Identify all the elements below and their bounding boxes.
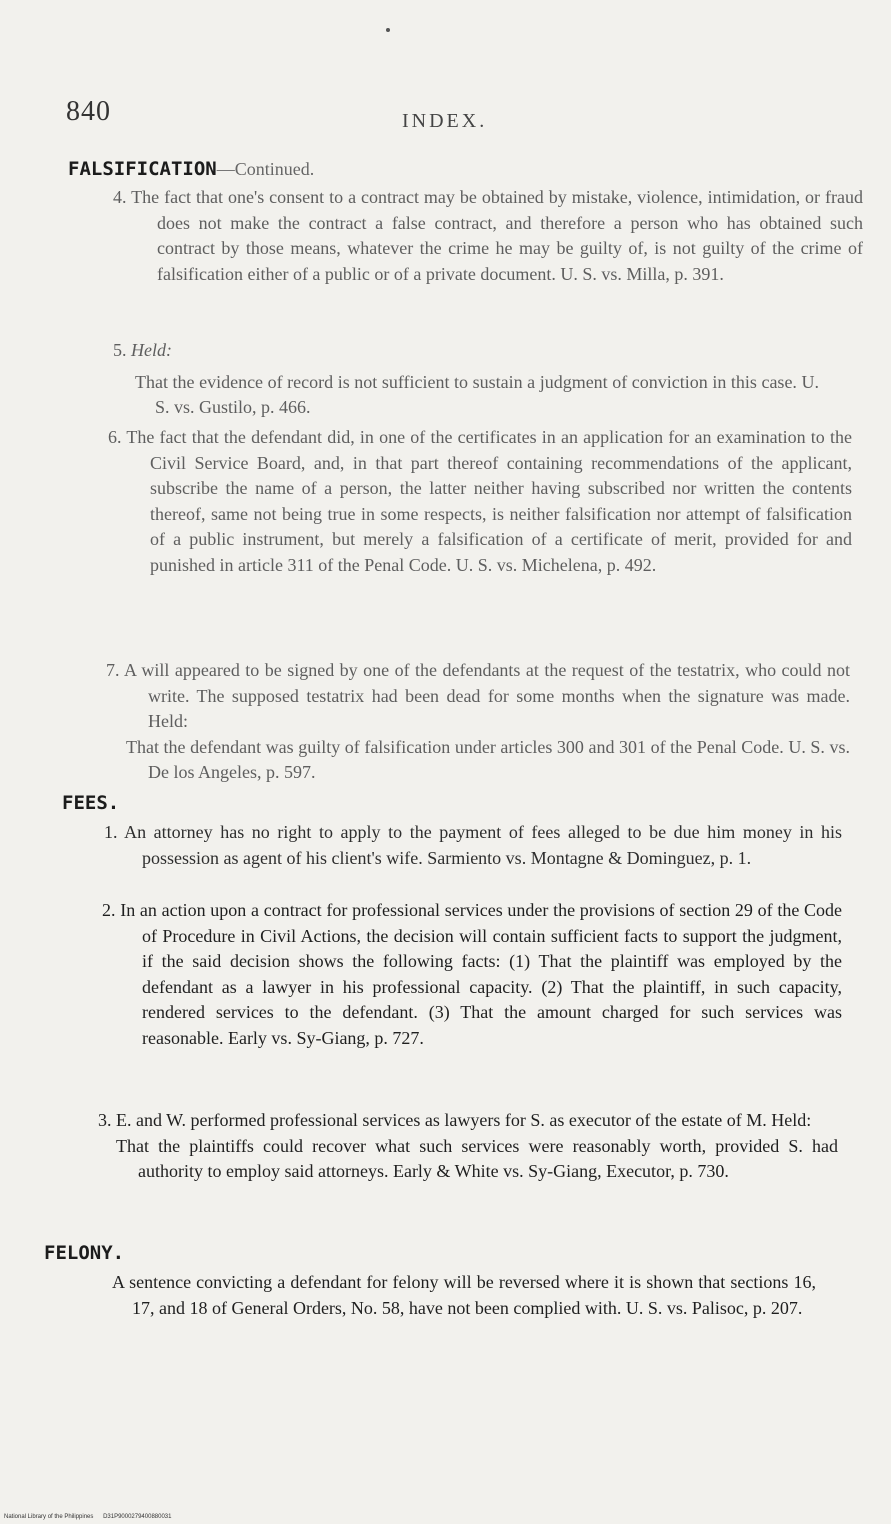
entry-number: 3. bbox=[98, 1110, 112, 1130]
falsification-entry-7 bbox=[106, 658, 850, 786]
falsification-entry-4 bbox=[113, 185, 863, 287]
scan-id: D31P9000279400880031 bbox=[103, 1514, 172, 1520]
entry-holding: That the defendant was guilty of falsification under articles 300 and 301 of the Penal Code. U. S. vs. De los Angeles, p. 597. bbox=[126, 736, 850, 783]
page-mark bbox=[386, 28, 390, 32]
falsification-entry-5 bbox=[113, 338, 819, 421]
entry-number: 6. bbox=[108, 427, 122, 447]
falsification-entry-6 bbox=[108, 425, 852, 579]
entry-number: 7. bbox=[106, 660, 120, 680]
section-heading-falsification bbox=[68, 158, 314, 180]
held-label: Held: bbox=[131, 340, 172, 360]
scan-footer bbox=[4, 1514, 179, 1520]
fees-entry-2 bbox=[102, 898, 842, 1052]
entry-text: That the evidence of record is not sufficient to sustain a judgment of conviction in this case. U. S. vs. Gustilo, p. 466. bbox=[135, 371, 819, 418]
felony-entry bbox=[112, 1270, 816, 1321]
entry-text: E. and W. performed professional services as lawyers for S. as executor of the estate of M. Held: bbox=[116, 1110, 812, 1130]
section-heading-fees: FEES. bbox=[62, 792, 120, 814]
entry-text: The fact that one's consent to a contract may be obtained by mistake, violence, intimidation, or fraud does not make the contract a false contract, and therefore a person who has obtained such contract by those means, whatever the crime he may be guilty of, is not guilty of the crime of falsification either of a public or of a private document. U. S. vs. Milla, p. 391. bbox=[131, 187, 863, 284]
entry-text: An attorney has no right to apply to the payment of fees alleged to be due him money in his possession as agent of his client's wife. Sarmiento vs. Montagne & Dominguez, p. 1. bbox=[124, 822, 842, 868]
section-title: FALSIFICATION bbox=[68, 158, 217, 180]
entry-text: In an action upon a contract for professional services under the provisions of section 29 of the Code of Procedure in Civil Actions, the decision will contain sufficient facts to support the judgment, if the said decision shows the following facts: (1) That the plaintiff was employed by the defendant as a lawyer in his professional capacity. (2) That the plaintiff, in such capacity, rendered services to the defendant. (3) That the amount charged for such services was reasonable. Early vs. Sy-Giang, p. 727. bbox=[120, 900, 843, 1048]
page-number: 840 bbox=[66, 96, 111, 127]
fees-entry-1 bbox=[104, 820, 842, 871]
entry-number: 5. bbox=[113, 340, 127, 360]
entry-number: 2. bbox=[102, 900, 116, 920]
continued-label: —Continued. bbox=[216, 159, 315, 179]
entry-number: 4. bbox=[113, 187, 127, 207]
library-credit: National Library of the Philippines bbox=[4, 1514, 94, 1520]
entry-text: A will appeared to be signed by one of the defendants at the request of the testatrix, who could not write. The supposed testatrix had been dead for some months when the signature was made. Held: bbox=[123, 660, 850, 732]
entry-holding: That the plaintiffs could recover what such services were reasonably worth, provided S. had authority to employ said attorneys. Early & White vs. Sy-Giang, Executor, p. 730. bbox=[116, 1135, 838, 1182]
entry-text: The fact that the defendant did, in one of the certificates in an application for an examination to the Civil Service Board, and, in that part thereof containing recommendations of the applicant, subscribe the name of a person, the latter neither having subscribed nor written the contents thereof, same not being true in some respects, is neither falsification nor attempt of falsification of a public instrument, but merely a falsification of a certificate of merit, provided for and punished in article 311 of the Penal Code. U. S. vs. Michelena, p. 492. bbox=[126, 427, 852, 575]
entry-number: 1. bbox=[104, 822, 118, 842]
entry-text: A sentence convicting a defendant for felony will be reversed where it is shown that sections 16, 17, and 18 of General Orders, No. 58, have not been complied with. U. S. vs. Palisoc, p. 207. bbox=[112, 1272, 816, 1318]
fees-entry-3 bbox=[98, 1108, 838, 1185]
running-head: INDEX. bbox=[402, 110, 488, 132]
section-heading-felony: FELONY. bbox=[44, 1242, 125, 1264]
